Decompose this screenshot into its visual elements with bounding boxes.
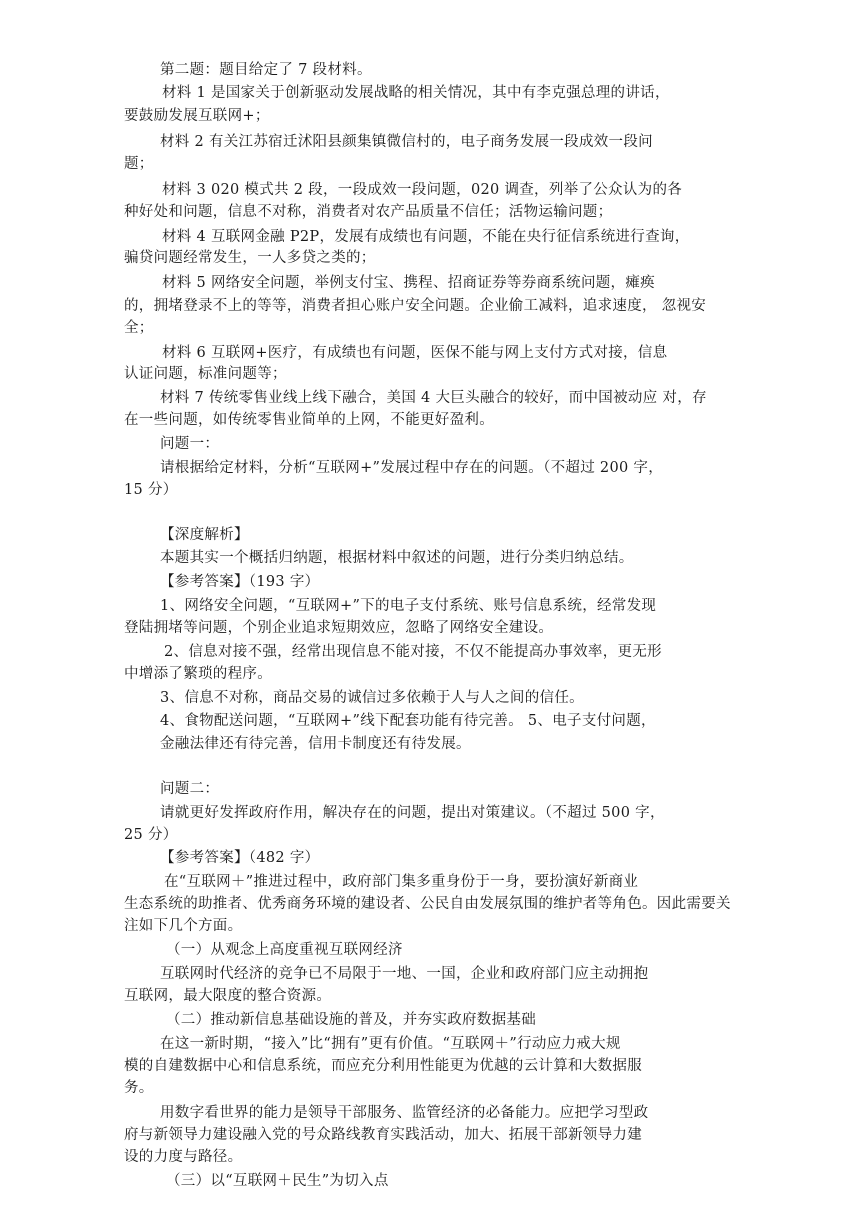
- text-line: 中增添了繁琐的程序。: [124, 666, 272, 682]
- text-line: 生态系统的助推者、优秀商务环境的建设者、公民自由发展氛围的维护者等角色。因此需要关: [124, 896, 731, 912]
- text-line: 要鼓励发展互联网+；: [124, 108, 270, 124]
- section-heading: 问题一：: [160, 436, 220, 452]
- text-line: 4、食物配送问题，“互联网+”线下配套功能有待完善。 5、电子支付问题，: [160, 713, 656, 729]
- text-line: 设的力度与路径。: [124, 1149, 243, 1165]
- section-heading: 【参考答案】（482 字）: [160, 850, 320, 866]
- text-line: 种好处和问题，信息不对称，消费者对农产品质量不信任；活物运输问题；: [124, 204, 613, 220]
- text-line: 骗贷问题经常发生，一人多贷之类的；: [124, 250, 376, 266]
- text-line: 本题其实一个概括归纳题，根据材料中叙述的问题，进行分类归纳总结。: [160, 550, 634, 566]
- text-line: 全；: [124, 320, 154, 336]
- text-line: 在“互联网＋”推进过程中，政府部门集多重身份于一身，要扮演好新商业: [164, 874, 639, 890]
- text-line: 用数字看世界的能力是领导干部服务、监管经济的必备能力。应把学习型政: [160, 1105, 649, 1121]
- text-line: 的，拥堵登录不上的等等，消费者担心账户安全问题。企业偷工减料，追求速度， 忽视安: [124, 298, 707, 314]
- text-line: 请就更好发挥政府作用，解决存在的问题，提出对策建议。（不超过 500 字，: [160, 805, 665, 821]
- subsection-heading: （二）推动新信息基础设施的普及，并夯实政府数据基础: [166, 1012, 536, 1028]
- subsection-heading: （一）从观念上高度重视互联网经济: [166, 942, 403, 958]
- text-line: 3、信息不对称，商品交易的诚信过多依赖于人与人之间的信任。: [160, 690, 584, 706]
- text-line: 在这一新时期，“接入”比“拥有”更有价值。“互联网＋”行动应力戒大规: [160, 1036, 621, 1052]
- text-line: 材料 7 传统零售业线上线下融合，美国 4 大巨头融合的较好，而中国被动应 对，存: [160, 390, 707, 406]
- text-line: 请根据给定材料，分析“互联网+”发展过程中存在的问题。（不超过 200 字，: [160, 460, 664, 476]
- text-line: 材料 6 互联网+医疗，有成绩也有问题，医保不能与网上支付方式对接，信息: [162, 345, 668, 361]
- text-line: 1、网络安全问题，“互联网+”下的电子支付系统、账号信息系统，经常发现: [160, 598, 657, 614]
- text-line: 25 分）: [124, 827, 178, 843]
- text-line: 材料 5 网络安全问题，举例支付宝、携程、招商证券等券商系统问题，瘫痪: [162, 275, 655, 291]
- section-heading: 【深度解析】: [160, 527, 249, 543]
- text-line: 金融法律还有待完善，信用卡制度还有待发展。: [160, 736, 471, 752]
- subsection-heading: （三）以“互联网＋民生”为切入点: [166, 1173, 389, 1189]
- text-line: 材料 3 020 模式共 2 段，一段成效一段问题，020 调查，列举了公众认为的各: [162, 182, 683, 198]
- text-line: 题；: [124, 156, 154, 172]
- text-line: 互联网时代经济的竞争已不局限于一地、一国，企业和政府部门应主动拥抱: [160, 966, 649, 982]
- text-line: 务。: [124, 1080, 154, 1096]
- text-line: 认证问题，标准问题等；: [124, 366, 287, 382]
- text-line: 15 分）: [124, 482, 178, 498]
- section-heading: 【参考答案】（193 字）: [160, 574, 320, 590]
- section-heading: 问题二：: [160, 781, 220, 797]
- text-line: 模的自建数据中心和信息系统，而应充分利用性能更为优越的云计算和大数据服: [124, 1058, 642, 1074]
- text-line: 材料 2 有关江苏宿迁沭阳县颜集镇微信村的，电子商务发展一段成效一段问: [160, 134, 653, 150]
- text-line: 材料 4 互联网金融 P2P，发展有成绩也有问题，不能在央行征信系统进行查询，: [162, 229, 690, 245]
- text-line: 互联网，最大限度的整合资源。: [124, 988, 332, 1004]
- text-line: 2、信息对接不强，经常出现信息不能对接，不仅不能提高办事效率，更无形: [164, 644, 662, 660]
- text-line: 登陆拥堵等问题，个别企业追求短期效应，忽略了网络安全建设。: [124, 620, 554, 636]
- text-line: 材料 1 是国家关于创新驱动发展战略的相关情况，其中有李克强总理的讲话，: [162, 85, 670, 101]
- text-line: 第二题：题目给定了 7 段材料。: [160, 62, 372, 78]
- text-line: 府与新领导力建设融入党的号众路线教育实践活动，加大、拓展干部新领导力建: [124, 1127, 642, 1143]
- text-line: 在一些问题，如传统零售业简单的上网，不能更好盈利。: [124, 412, 494, 428]
- text-line: 注如下几个方面。: [124, 918, 243, 934]
